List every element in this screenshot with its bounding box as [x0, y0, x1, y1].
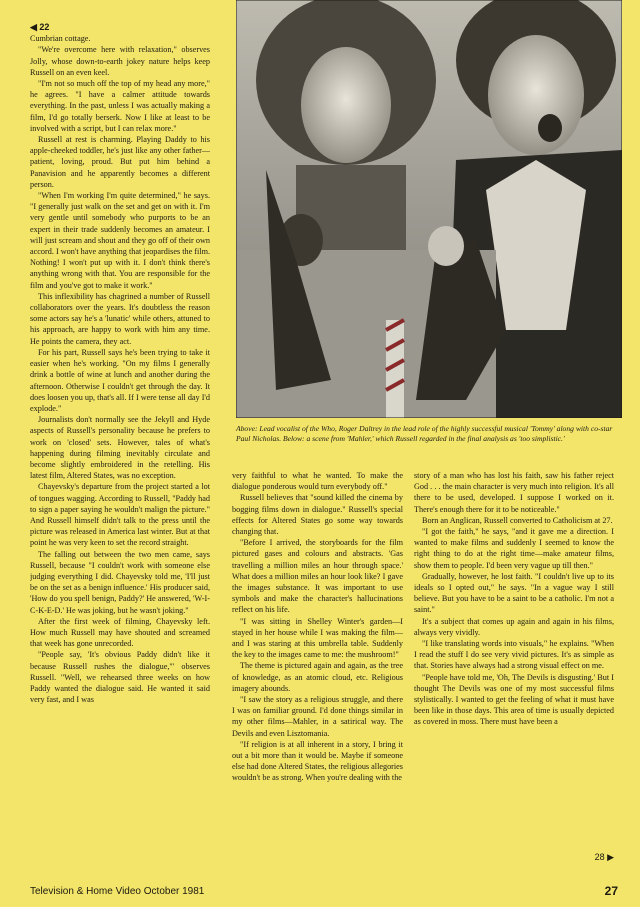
paragraph: Gradually, however, he lost faith. "I couldn't live up to its ideals so I opted out," he says. "In a vague way I still believe. But you have to be a saint to be a catholic. I'm not a saint."	[414, 571, 614, 615]
photo-illustration	[236, 0, 622, 418]
photo-caption: Above: Lead vocalist of the Who, Roger Daltrey in the lead role of the highly successful musical 'Tommy' along with co-star Paul Nicholas. Below: a scene from 'Mahler,' which Russell regarded in the final analysis as 'too simplistic.'	[236, 424, 613, 443]
paragraph: The falling out between the two men came, says Russell, because "I couldn't work with someone else judging everything I did. Chayevsky told me, 'I'll just be on the set as a benign influence.' His producer said, 'How do you spell benign, Paddy?' He answered, 'W-I-C-K-E-D.' He was joking, but he wasn't joking."	[30, 549, 210, 615]
paragraph: Russell believes that "sound killed the cinema by bogging films down in dialogue." Russell's special effects for Altered States go some way towards changing that.	[232, 493, 403, 537]
paragraph: "I got the faith," he says, "and it gave me a direction. I wanted to make films and suddenly I seemed to know the right thing to do at the right time—make amateur films, show them to people. I'd been very vague up till then."	[414, 527, 614, 570]
paragraph: Cumbrian cottage.	[30, 34, 91, 44]
film-stills-photo	[236, 0, 622, 418]
article-column-3	[414, 470, 614, 850]
paragraph: very faithful to what he wanted. To make the dialogue ponderous would turn everybody off."	[232, 471, 403, 492]
paragraph: "I like translating words into visuals," he explains. "When I read the stuff I do see very vivid pictures. It's as simple as that. Stories have always had a strong visual effect on me.	[414, 639, 614, 671]
article-column-2	[232, 470, 403, 862]
paragraph: "I was sitting in Shelley Winter's garden—I stayed in her house while I was making the film—and I was staring at this umbrella table. Suddenly the key to the images came to me: the mushroom!"	[232, 616, 403, 660]
paragraph: After the first week of filming, Chayevsky left. How much Russell may have shouted and screamed that week has gone unrecorded.	[30, 616, 210, 649]
paragraph: "People have told me, 'Oh, The Devils is disgusting.' But I thought The Devils was one of my most successful films stylistically. I wanted to get the feeling of what it must have been like in those days. This area of time is usually depicted as covered in moss. There must have been a	[414, 672, 614, 727]
continued-to-marker: 28 ▶	[594, 852, 614, 862]
paragraph: "I saw the story as a religious struggle, and there I was on familiar ground. I'd done things similar in my other films—Mahler, in a satirical way. The Devils and even Lisztomania.	[232, 695, 403, 738]
footer-publication: Television & Home Video October 1981	[30, 886, 205, 897]
paragraph: "When I'm working I'm quite determined," he says. "I generally just walk on the set and get on with it. I'm very gentle until somebody who purports to be an expert in their trade suddenly becomes an amateur. I will just scream and shout and they go off of their own accord. I won't have anything that jeopardises the film. Nothing! I won't put up with it. I don't think there's anything wrong with that. You are responsible for the film and you've got to make it work."	[30, 191, 210, 290]
paragraph: "Before I arrived, the storyboards for the film pictured gases and colours and abstracts. 'Gas travelling a million miles an hour through space.' What does a million miles an hour look like? I gave the images substance. It was important to use symbols and make the character's hallucinations reflect on his life.	[232, 538, 403, 615]
paragraph: Journalists don't normally see the Jekyll and Hyde aspects of Russell's personality because he prefers to work on 'closed' sets. However, tales of what's happening during filming inevitably circulate and become slightly embroidered in the retelling. His latest film, Altered States, was no exception.	[30, 415, 210, 481]
article-column-1	[30, 22, 210, 860]
continued-from-page: 22	[39, 22, 50, 32]
paragraph: For his part, Russell says he's been trying to take it easier when he's working. "On my films I generally drink a bottle of wine at lunch and another during the afternoon. Otherwise I couldn't get through the day. It does loosen you up, that's all. If I were tense all day I'd explode."	[30, 347, 210, 413]
paragraph: "People say, 'It's obvious Paddy didn't like it because Russell rushes the dialogue,'" observes Russell. "Well, we rehearsed three weeks on how Paddy wanted the dialogue said. He wanted it said very fast, and I was	[30, 650, 210, 705]
paragraph: Born an Anglican, Russell converted to Catholicism at 27.	[422, 515, 613, 525]
paragraph: Russell at rest is charming. Playing Daddy to his apple-cheeked toddler, he's just like any other father—patient, loving, proud. But put him behind a Panavision and he apparently becomes a different person.	[30, 135, 210, 189]
paragraph: story of a man who has lost his faith, saw his father reject God . . . the main character is very much into religion. It's all there to be used, developed. I suppose I worked on it. There's enough there for it to be noticeable."	[414, 471, 614, 514]
paragraph: The theme is pictured again and again, as the tree of knowledge, as an atomic cloud, etc. Religious imagery abounds.	[232, 661, 403, 693]
paragraph: "If religion is at all inherent in a story, I bring it out a bit more than it would be. Maybe if someone else had done Altered States, the religious allegories wouldn't be as strong. When you're dealing with the	[232, 739, 403, 783]
paragraph: This inflexibility has chagrined a number of Russell collaborators over the years. It's doubtless the reason some actors say he's a 'lunatic' while others, attuned to his approach, are happy to work with him any time. He points the camera, they act.	[30, 291, 210, 346]
paragraph: "I'm not so much off the top of my head any more," he agrees. "I have a calmer attitude towards everything. In the past, unless I was actually making a film, I'd go totally berserk. Now I like at least to be involved with a script, but I can relax more."	[30, 79, 210, 133]
page-number: 27	[604, 884, 618, 898]
paragraph: It's a subject that comes up again and again in his films, always very vividly.	[414, 616, 614, 637]
paragraph: "We're overcome here with relaxation," observes Jolly, whose down-to-earth jokey nature helps keep Russell on an even keel.	[30, 45, 210, 77]
continued-to-page: 28	[594, 852, 605, 862]
paragraph: Chayevsky's departure from the project started a lot of tongues wagging. According to Russell, "Paddy had to sign a paper saying he wouldn't malign the picture." And Russell himself didn't talk to the press until the picture was released in America last winter. But at that point he was very keen to set the record straight.	[30, 482, 210, 548]
continued-from-marker: ◀ 22	[30, 22, 50, 32]
